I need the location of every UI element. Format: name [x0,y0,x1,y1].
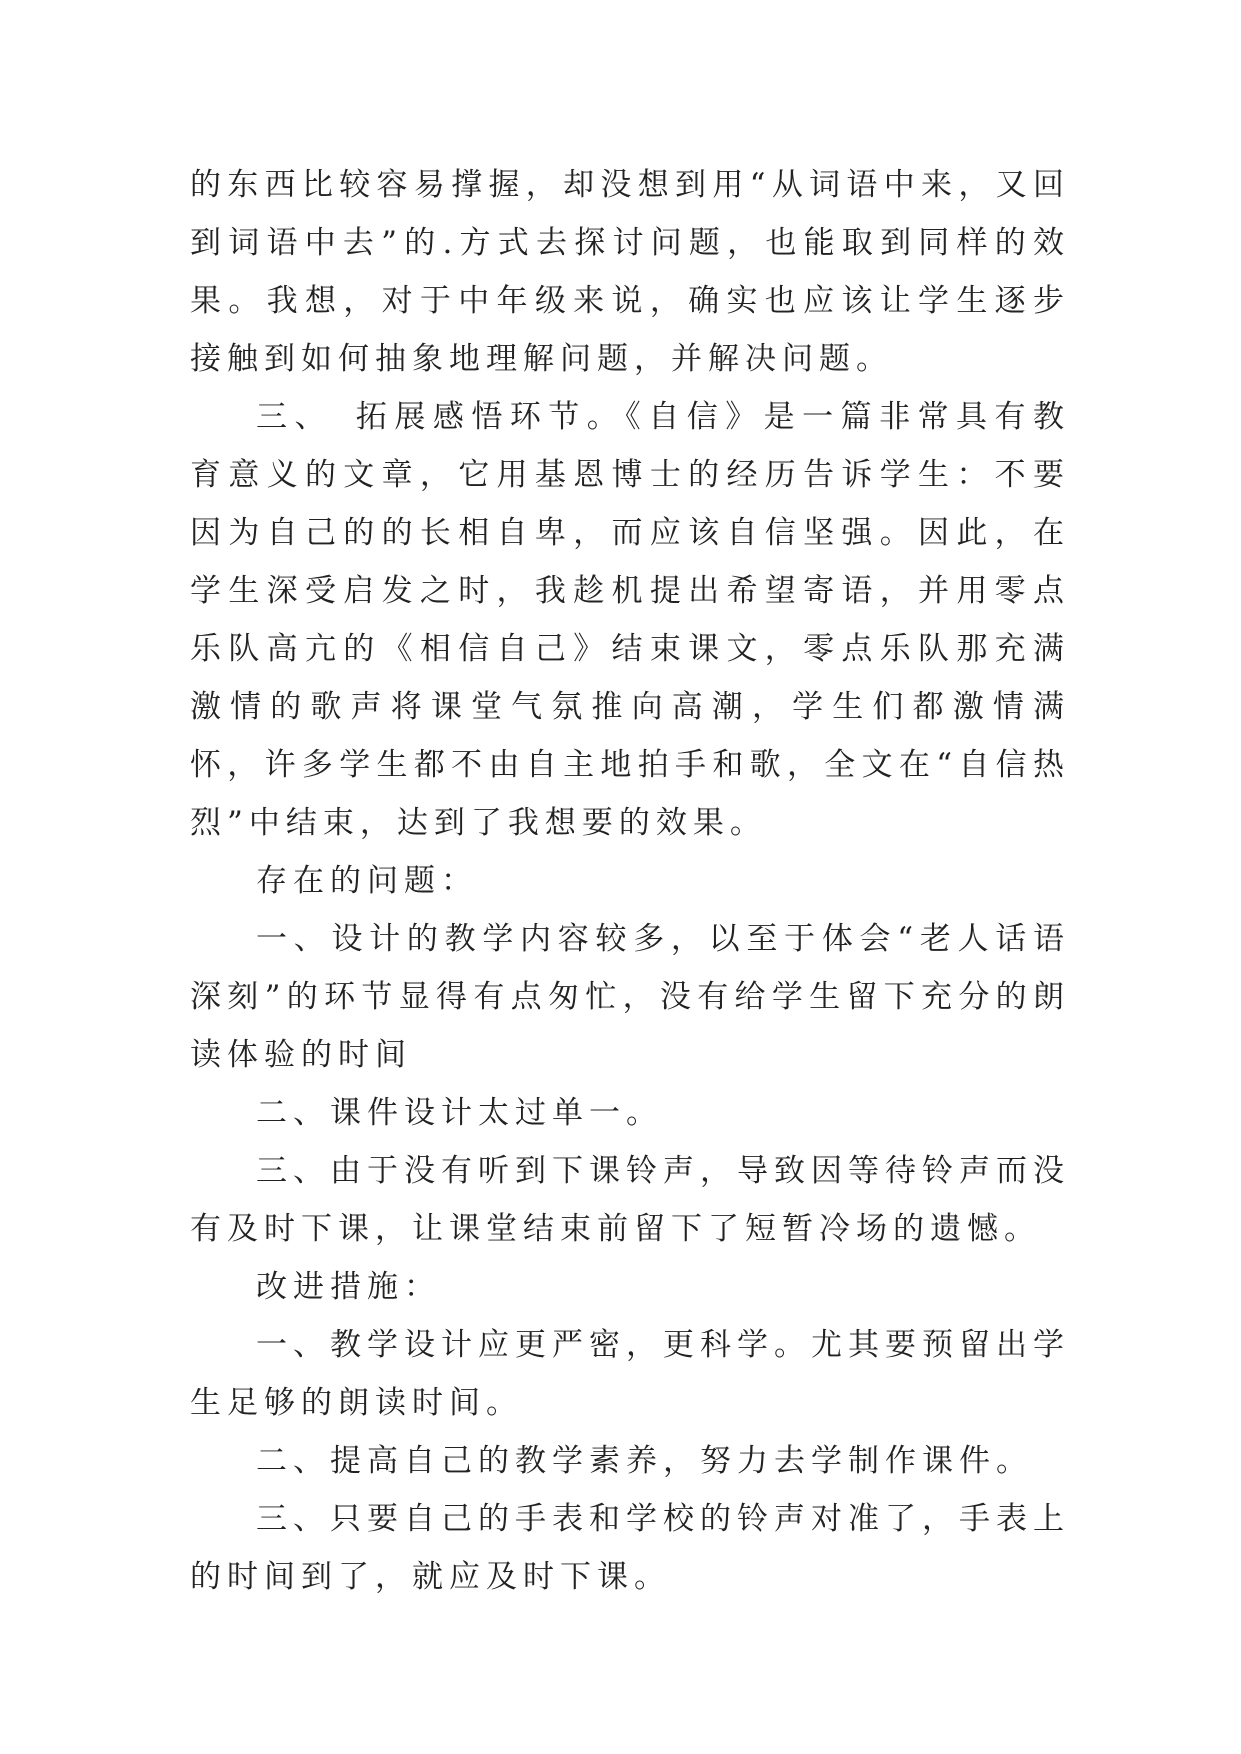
measure-item-3: 三、只要自己的手表和学校的铃声对准了，手表上的时间到了，就应及时下课。 [190,1501,1070,1595]
heading-improvement-measures: 改进措施： [256,1269,441,1305]
problem-item-1: 一、设计的教学内容较多，以至于体会“老人话语深刻”的环节显得有点匆忙，没有给学生留下充分的朗读体验的时间 [190,921,1070,1073]
measure-item-1: 一、教学设计应更严密，更科学。尤其要预留出学生足够的朗读时间。 [190,1327,1070,1421]
paragraph-expansion-section: 三、 拓展感悟环节。《自信》是一篇非常具有教育意义的文章，它用基恩博士的经历告诉学生：不要因为自己的的长相自卑，而应该自信坚强。因此，在学生深受启发之时，我趁机提出希望寄语，并用零点乐队高亢的《相信自己》结束课文，零点乐队那充满激情的歌声将课堂气氛推向高潮，学生们都激情满怀，许多学生都不由自主地拍手和歌，全文在“自信热烈”中结束，达到了我想要的效果。 [190,399,1070,841]
document-body [190,156,1070,1606]
heading-existing-problems: 存在的问题： [256,863,478,899]
measure-item-2: 二、提高自己的教学素养，努力去学制作课件。 [256,1443,1033,1479]
problem-item-2: 二、课件设计太过单一。 [256,1095,663,1131]
paragraph-continuation: 的东西比较容易撑握，却没想到用“从词语中来，又回到词语中去”的.方式去探讨问题，也能取到同样的效果。我想，对于中年级来说，确实也应该让学生逐步接触到如何抽象地理解问题，并解决问题。 [190,167,1070,377]
problem-item-3: 三、由于没有听到下课铃声，导致因等待铃声而没有及时下课，让课堂结束前留下了短暂冷场的遗憾。 [190,1153,1070,1247]
